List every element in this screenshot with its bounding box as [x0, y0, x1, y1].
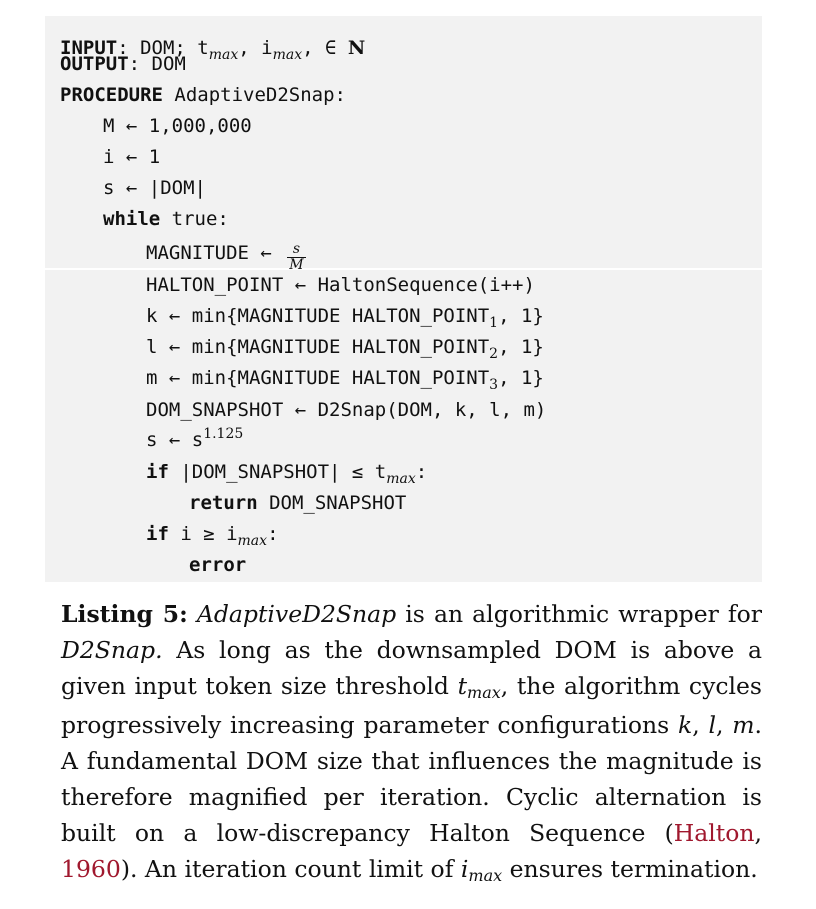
- code-text: m ← min{MAGNITUDE HALTON_POINT: [146, 367, 490, 389]
- caption-algorithm-name: D2Snap.: [61, 636, 163, 664]
- naturals-symbol: N: [347, 37, 366, 59]
- keyword-input: INPUT: [60, 37, 118, 59]
- code-line-s-update: [60, 428, 243, 454]
- caption-text: . A fundamental DOM size that influences the magnitude is therefore magnified per iteration. Cyclic alternation is built on a low-discrepancy Halton Sequence (: [61, 711, 762, 847]
- code-text: , 1}: [498, 336, 544, 358]
- caption-text: ,: [715, 711, 733, 739]
- code-text: , 1}: [498, 305, 544, 327]
- keyword-if: if: [146, 523, 169, 545]
- keyword-while: while: [103, 208, 161, 230]
- fraction: [287, 242, 305, 273]
- superscript: 1.125: [203, 426, 244, 442]
- code-line-procedure: [60, 83, 346, 107]
- code-line-snapshot: DOM_SNAPSHOT ← D2Snap(DOM, k, l, m): [146, 399, 547, 421]
- caption-text: ). An iteration count limit of: [120, 855, 461, 883]
- subscript: max: [237, 533, 268, 549]
- code-text: : DOM: [128, 53, 186, 75]
- code-line-return: [60, 491, 406, 515]
- caption-variable: i: [460, 855, 469, 883]
- code-text: |DOM_SNAPSHOT| ≤ t: [168, 461, 387, 483]
- code-line-magnitude: [60, 238, 306, 273]
- code-text: , ∈: [302, 37, 348, 59]
- code-text: AdaptiveD2Snap:: [162, 84, 346, 106]
- caption-subscript: max: [468, 866, 503, 885]
- fraction-denominator: M: [289, 257, 304, 273]
- code-line-if-threshold: [60, 460, 427, 486]
- listing-caption: [61, 596, 762, 890]
- caption-text: is an algorithmic wrapper for: [396, 600, 762, 628]
- code-line-init-i: i ← 1: [103, 146, 161, 168]
- code-text: DOM_SNAPSHOT: [257, 492, 407, 514]
- caption-variable: t: [457, 672, 468, 700]
- keyword-if: if: [146, 461, 169, 483]
- code-text: :: [415, 461, 428, 483]
- caption-text: ,: [692, 711, 709, 739]
- caption-label: Listing 5:: [61, 600, 188, 628]
- code-text: , 1}: [498, 367, 544, 389]
- code-text: k ← min{MAGNITUDE HALTON_POINT: [146, 305, 490, 327]
- caption-variable: l: [708, 711, 716, 739]
- code-line-init-m: M ← 1,000,000: [103, 115, 252, 137]
- caption-variable: k: [677, 711, 693, 739]
- code-line-if-iteration: [60, 522, 279, 548]
- code-line-while: [60, 207, 229, 231]
- keyword-return: return: [189, 492, 258, 514]
- caption-text: ,: [754, 819, 762, 847]
- code-text: i ≥ i: [168, 523, 238, 545]
- caption-algorithm-name: AdaptiveD2Snap: [196, 600, 397, 628]
- code-text: l ← min{MAGNITUDE HALTON_POINT: [146, 336, 490, 358]
- subscript: 1: [489, 315, 499, 331]
- code-text: MAGNITUDE ←: [146, 242, 284, 264]
- keyword-procedure: PROCEDURE: [60, 84, 163, 106]
- code-line-halton: HALTON_POINT ← HaltonSequence(i++): [146, 274, 535, 296]
- code-line-k: [60, 304, 544, 330]
- caption-variable: m: [732, 711, 755, 739]
- code-text: : DOM; t: [117, 37, 209, 59]
- code-line-l: [60, 335, 544, 361]
- code-text: :: [267, 523, 279, 545]
- keyword-error: error: [189, 554, 247, 576]
- citation-year-link[interactable]: 1960: [61, 855, 121, 883]
- caption-subscript: max: [467, 683, 501, 702]
- code-line-init-s: s ← |DOM|: [103, 177, 206, 199]
- caption-text: , the algorithm cycles progressively increasing parameter configurations: [61, 672, 762, 739]
- fraction-numerator: s: [287, 242, 305, 258]
- code-line-output: [60, 52, 186, 76]
- subscript: 2: [489, 346, 499, 362]
- subscript: 3: [489, 377, 499, 393]
- code-text: , i: [238, 37, 273, 59]
- citation-author-link[interactable]: Halton: [673, 819, 755, 847]
- keyword-output: OUTPUT: [60, 53, 129, 75]
- code-line-error: [60, 553, 246, 577]
- subscript: max: [272, 47, 303, 63]
- code-text: s ← s: [146, 429, 204, 451]
- code-text: true:: [160, 208, 229, 230]
- subscript: max: [386, 471, 416, 487]
- code-listing: [45, 16, 762, 582]
- subscript: max: [208, 47, 239, 63]
- caption-text: ensures termination.: [502, 855, 758, 883]
- code-line-m: [60, 366, 544, 392]
- caption-text: As long as the downsampled DOM is above a given input token size threshold: [61, 636, 762, 700]
